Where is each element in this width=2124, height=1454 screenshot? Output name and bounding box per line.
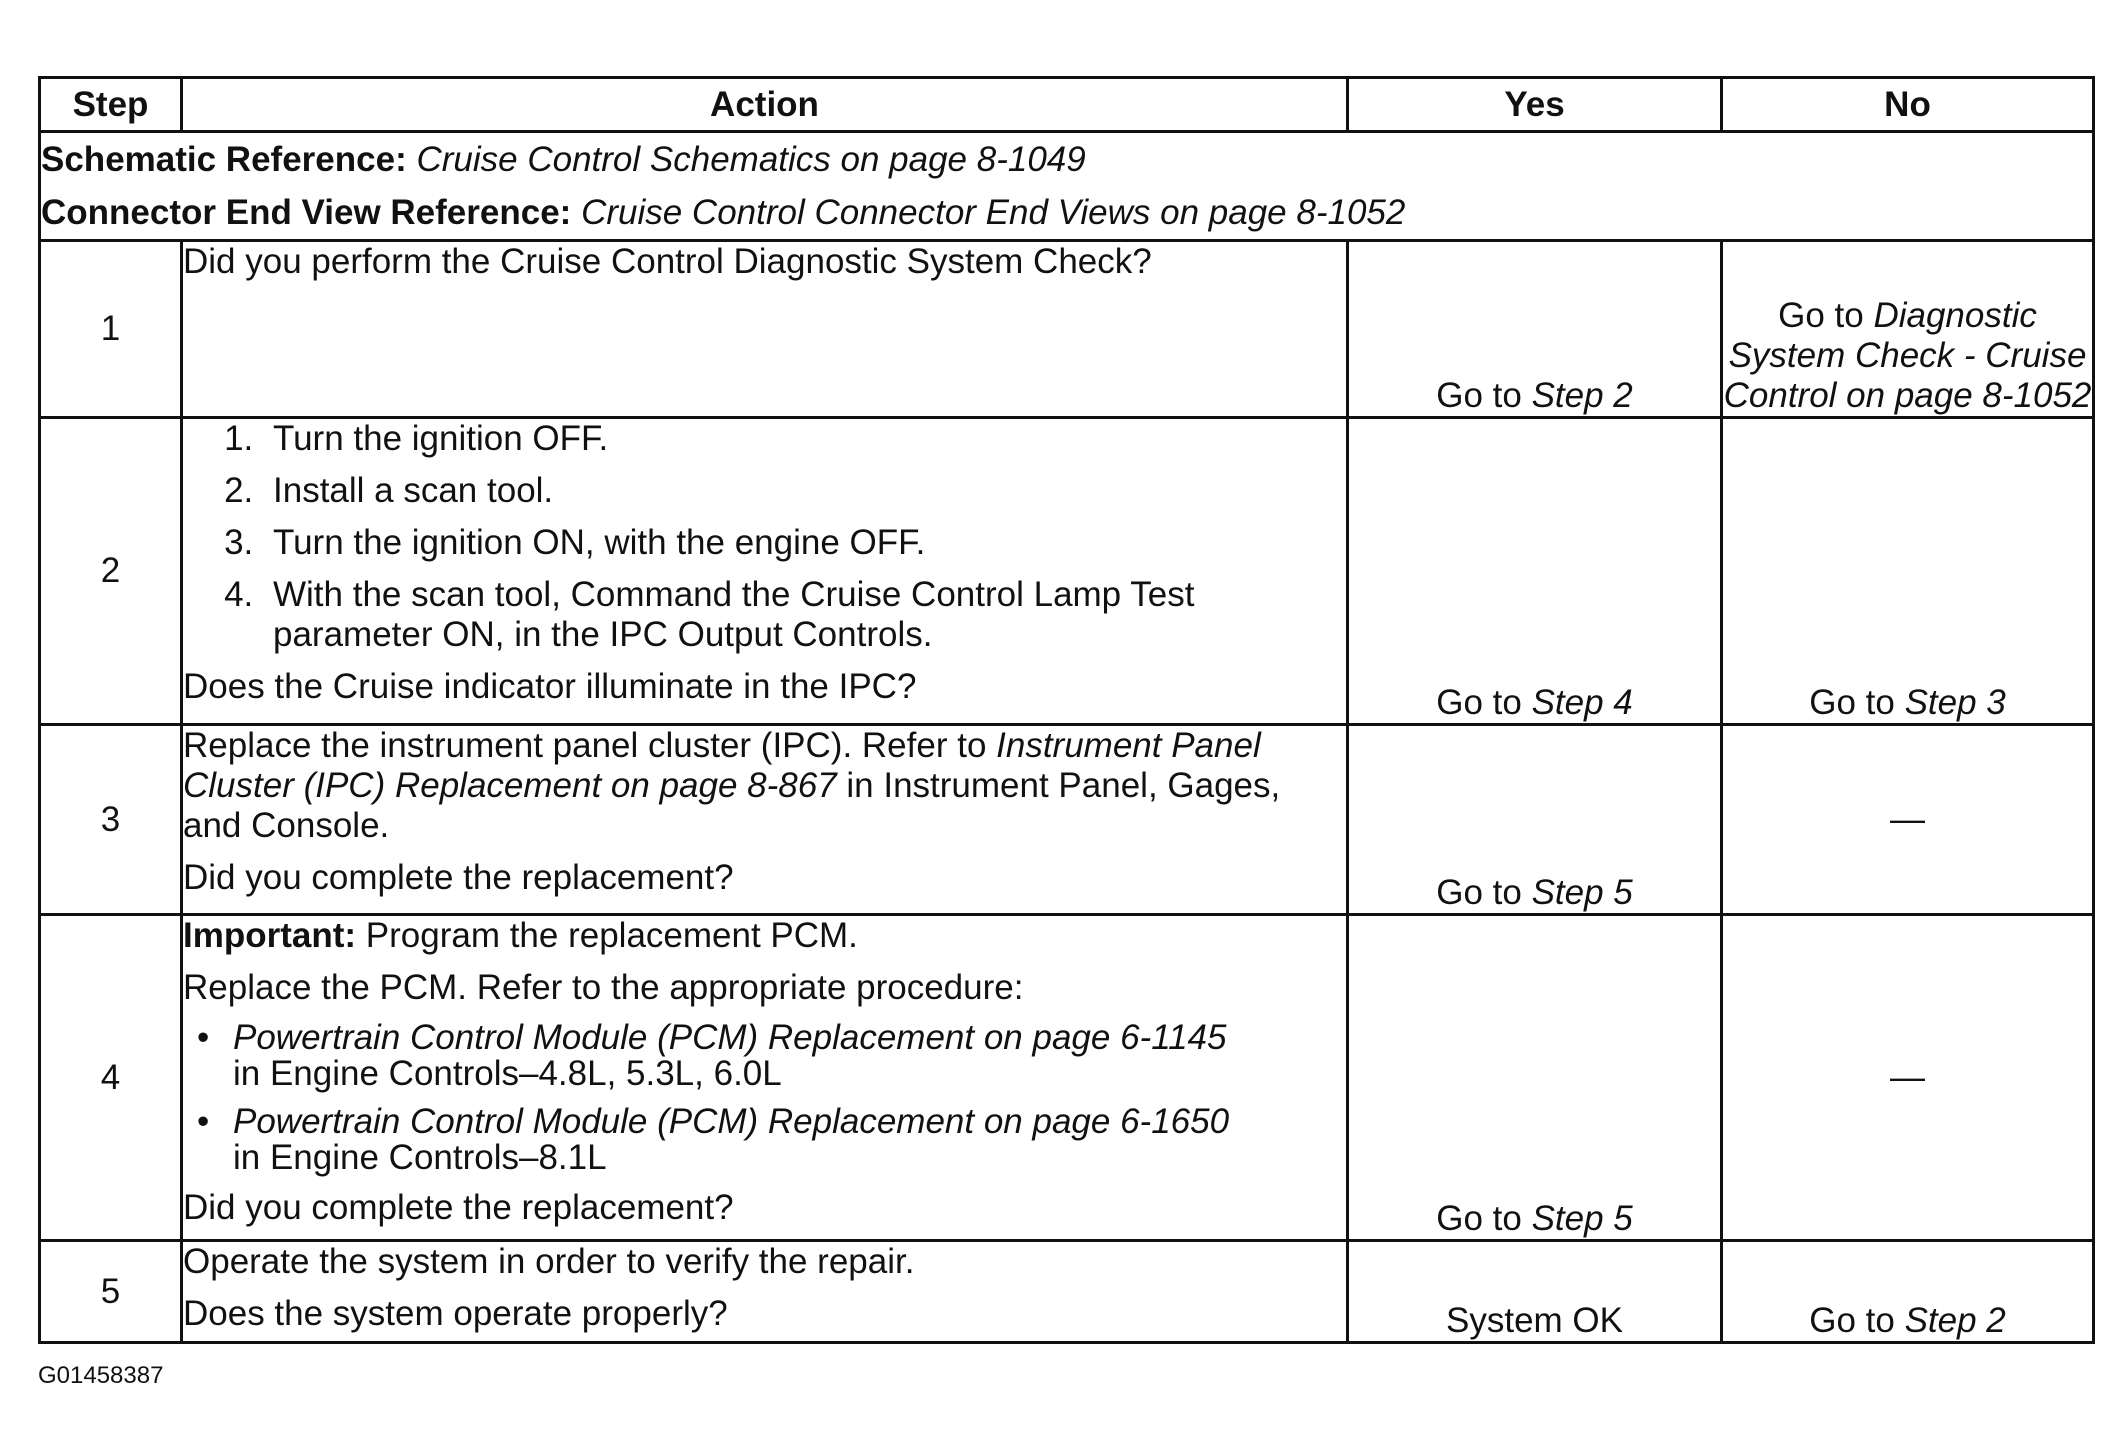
yes-prefix: Go to [1436, 1199, 1532, 1238]
table-row [40, 1241, 2094, 1343]
step-question: Did you complete the replacement? [183, 1188, 734, 1227]
procedure-tail: in Engine Controls–4.8L, 5.3L, 6.0L [233, 1054, 782, 1093]
step-question: Does the system operate properly? [183, 1294, 728, 1333]
yes-prefix: Go to [1436, 683, 1532, 722]
yes-link[interactable]: Step 2 [1531, 376, 1633, 415]
instruction-text: in Instrument Panel, Gages, and Console. [183, 766, 1281, 845]
header-row [40, 78, 2094, 132]
table-row [40, 418, 2094, 725]
diagnostic-table [38, 76, 2095, 1344]
no-cell: — [1722, 915, 2094, 1241]
action-cell [182, 725, 1348, 915]
yes-prefix: Go to [1436, 873, 1532, 912]
table-row [40, 725, 2094, 915]
important-text: Program the replacement PCM. [356, 916, 858, 955]
list-item: 1. Turn the ignition OFF. [263, 419, 1346, 459]
header-yes: Yes [1348, 78, 1722, 132]
schematic-reference-label: Schematic Reference: [41, 140, 407, 179]
procedure-link[interactable]: Powertrain Control Module (PCM) Replacement on page 6-1145 [233, 1018, 1227, 1057]
yes-link[interactable]: Step 4 [1531, 683, 1633, 722]
list-item: 3. Turn the ignition ON, with the engine OFF. [263, 523, 1346, 563]
connector-reference-label: Connector End View Reference: [41, 193, 572, 232]
step-question: Did you perform the Cruise Control Diagnostic System Check? [183, 242, 1152, 281]
yes-prefix: Go to [1436, 376, 1532, 415]
yes-link[interactable]: Step 5 [1531, 1199, 1633, 1238]
header-step: Step [40, 78, 182, 132]
step-question: Did you complete the replacement? [183, 858, 734, 897]
important-label: Important: [183, 916, 357, 955]
action-cell [182, 1241, 1348, 1343]
table-row [40, 241, 2094, 418]
step-number: 4 [40, 915, 182, 1241]
header-no: No [1722, 78, 2094, 132]
figure-id: G01458387 [38, 1362, 164, 1389]
step-instruction [183, 726, 1346, 846]
reference-row [40, 132, 2094, 241]
important-note [183, 916, 1346, 956]
no-link[interactable]: Diagnostic System Check - Cruise Control on page 8-1052 [1723, 296, 2092, 415]
step-instruction: Replace the PCM. Refer to the appropriate procedure: [183, 968, 1024, 1007]
table-row [40, 915, 2094, 1241]
no-cell [1722, 418, 2094, 725]
no-cell [1722, 1241, 2094, 1343]
action-cell [182, 241, 1348, 418]
bullet-icon: • [197, 1102, 210, 1141]
no-prefix: Go to [1809, 683, 1905, 722]
no-prefix: Go to [1809, 1301, 1905, 1340]
action-cell [182, 915, 1348, 1241]
connector-reference-link[interactable]: Cruise Control Connector End Views on page 8-1052 [581, 193, 1406, 232]
step-number: 3 [40, 725, 182, 915]
reference-cell [40, 132, 2094, 241]
yes-cell [1348, 418, 1722, 725]
list-item: 4. With the scan tool, Command the Cruise Control Lamp Test parameter ON, in the IPC Output Controls. [263, 575, 1346, 655]
no-link[interactable]: Step 2 [1904, 1301, 2006, 1340]
no-cell [1722, 241, 2094, 418]
list-item: 2. Install a scan tool. [263, 471, 1346, 511]
no-prefix: Go to [1778, 296, 1874, 335]
yes-cell: System OK [1348, 1241, 1722, 1343]
yes-cell [1348, 241, 1722, 418]
procedure-list [183, 419, 1346, 655]
yes-cell [1348, 725, 1722, 915]
procedure-link[interactable]: Instrument Panel Cluster (IPC) Replacement on page 8-867 [183, 726, 1261, 805]
list-item [197, 1018, 1346, 1093]
procedure-tail: in Engine Controls–8.1L [233, 1138, 607, 1177]
action-cell [182, 418, 1348, 725]
connector-reference [41, 186, 2092, 239]
list-item [197, 1102, 1346, 1177]
no-link[interactable]: Step 3 [1904, 683, 2006, 722]
step-instruction: Operate the system in order to verify the repair. [183, 1242, 915, 1281]
schematic-reference-link[interactable]: Cruise Control Schematics on page 8-1049 [416, 140, 1086, 179]
step-question: Does the Cruise indicator illuminate in the IPC? [183, 667, 917, 706]
bullet-icon: • [197, 1018, 210, 1057]
step-number: 5 [40, 1241, 182, 1343]
no-cell: — [1722, 725, 2094, 915]
step-number: 1 [40, 241, 182, 418]
step-number: 2 [40, 418, 182, 725]
yes-cell [1348, 915, 1722, 1241]
procedure-bullets [183, 1020, 1346, 1176]
procedure-link[interactable]: Powertrain Control Module (PCM) Replacement on page 6-1650 [233, 1102, 1230, 1141]
instruction-text: Replace the instrument panel cluster (IPC). Refer to [183, 726, 997, 765]
header-action: Action [182, 78, 1348, 132]
schematic-reference [41, 133, 2092, 186]
yes-link[interactable]: Step 5 [1531, 873, 1633, 912]
